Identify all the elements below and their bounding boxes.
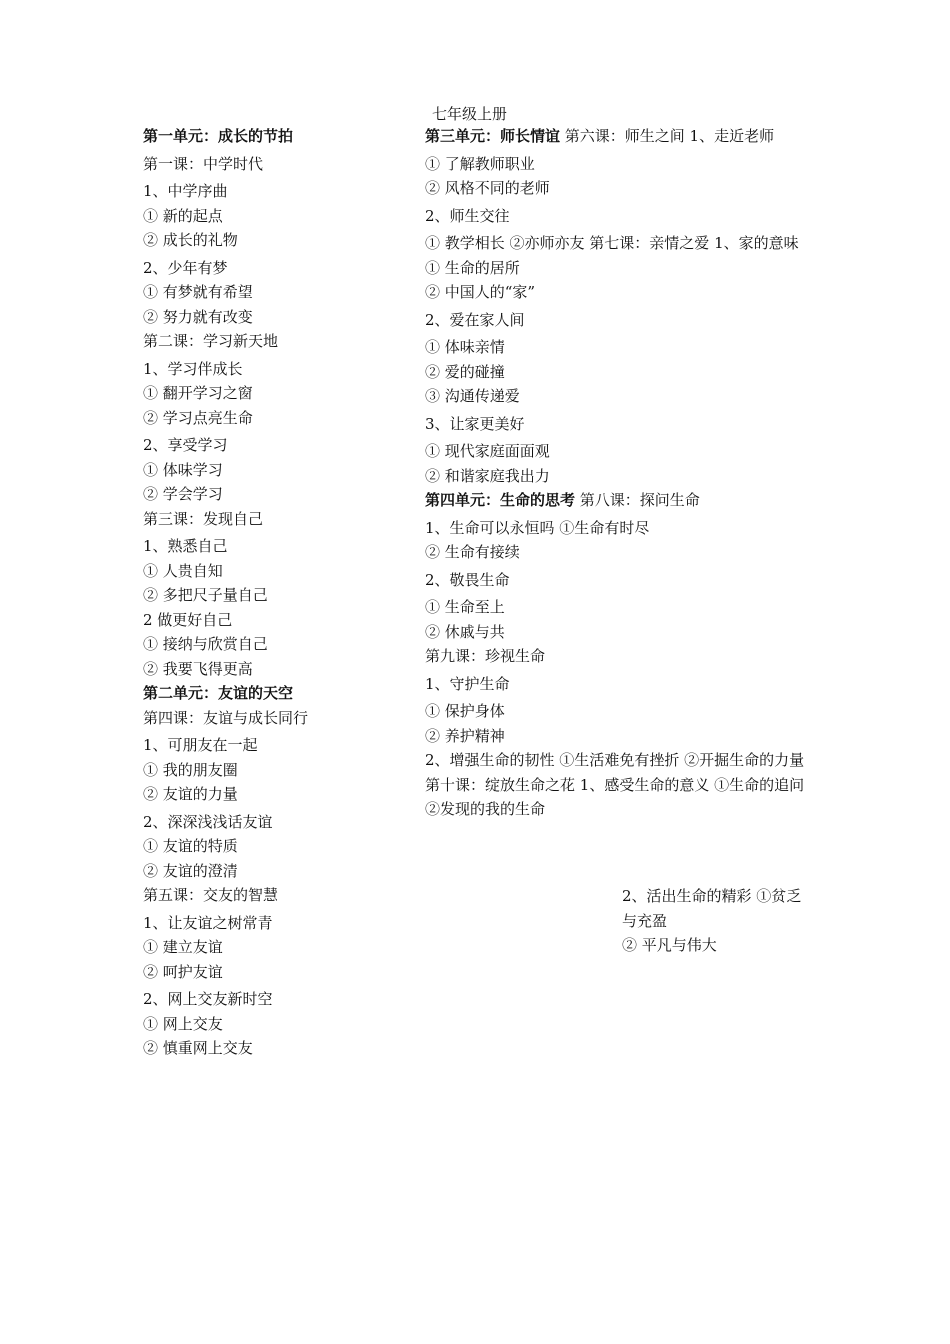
section-item: 1、生命可以永恒吗 ①生命有时尽 bbox=[425, 518, 650, 537]
point-item: ② 友谊的澄清 bbox=[143, 861, 238, 880]
section-item: 1、让友谊之树常青 bbox=[143, 913, 273, 932]
unit-heading: 第二单元：友谊的天空 bbox=[143, 684, 294, 702]
point-item: ② 友谊的力量 bbox=[143, 785, 238, 803]
unit-paragraph bbox=[425, 124, 810, 149]
point-item: ① 人贵自知 bbox=[143, 561, 223, 580]
section-item: 2、网上交友新时空 bbox=[143, 990, 273, 1008]
point-item: ① 了解教师职业 bbox=[425, 154, 535, 173]
point-item: ② 中国人的“家” bbox=[425, 283, 536, 301]
point-item: ① 保护身体 bbox=[425, 702, 505, 720]
section-item: 1、可朋友在一起 bbox=[143, 736, 258, 754]
right-subcolumn bbox=[622, 884, 812, 958]
section-item: 2 做更好自己 bbox=[143, 610, 233, 629]
point-item: ② 爱的碰撞 bbox=[425, 362, 505, 381]
right-column bbox=[425, 124, 810, 822]
section-item: 2、师生交往 bbox=[425, 206, 510, 225]
left-column bbox=[143, 124, 413, 1061]
point-item: ② 养护精神 bbox=[425, 726, 505, 745]
point-item: ② 努力就有改变 bbox=[143, 307, 253, 326]
point-item: ② 我要飞得更高 bbox=[143, 659, 253, 678]
point-item: ① 现代家庭面面观 bbox=[425, 442, 550, 460]
point-item: ② 多把尺子量自己 bbox=[143, 586, 268, 604]
point-item: ② 生命有接续 bbox=[425, 543, 520, 561]
point-item: ① 有梦就有希望 bbox=[143, 283, 253, 301]
mixed-paragraph: ① 教学相长 ②亦师亦友 第七课：亲情之爱 1、家的意味 bbox=[425, 234, 799, 252]
point-item: ② 呵护友谊 bbox=[143, 962, 223, 981]
point-item: ③ 沟通传递爱 bbox=[425, 387, 520, 405]
lesson-heading: 第四课：友谊与成长同行 bbox=[143, 708, 309, 727]
section-item: 1、熟悉自己 bbox=[143, 537, 228, 555]
point-item: ① 接纳与欣赏自己 bbox=[143, 635, 268, 653]
unit-heading: 第三单元：师长情谊 bbox=[425, 127, 561, 145]
point-item: ② 学会学习 bbox=[143, 485, 223, 503]
lesson-heading: 第一课：中学时代 bbox=[143, 154, 264, 173]
point-item: ① 网上交友 bbox=[143, 1014, 223, 1033]
section-item: 1、学习伴成长 bbox=[143, 359, 243, 378]
section-item: 1、守护生命 bbox=[425, 674, 510, 693]
point-item: ① 建立友谊 bbox=[143, 938, 223, 956]
point-item: ① 友谊的特质 bbox=[143, 837, 238, 855]
point-item: ② 和谐家庭我出力 bbox=[425, 466, 550, 485]
unit-heading: 第一单元：成长的节拍 bbox=[143, 127, 294, 145]
section-item: 2、深深浅浅话友谊 bbox=[143, 812, 273, 831]
section-item: 2、享受学习 bbox=[143, 436, 228, 454]
unit-paragraph bbox=[425, 488, 810, 513]
point-item: ② 休戚与共 bbox=[425, 622, 505, 641]
section-item: 1、中学序曲 bbox=[143, 182, 228, 200]
point-item: ① 体味学习 bbox=[143, 460, 223, 479]
point-item: ② 慎重网上交友 bbox=[143, 1039, 253, 1057]
lesson-heading: 第二课：学习新天地 bbox=[143, 332, 279, 350]
document-title: 七年级上册 bbox=[432, 105, 508, 123]
point-item: ① 我的朋友圈 bbox=[143, 760, 238, 779]
lesson-inline: 第八课：探问生命 bbox=[575, 491, 700, 509]
point-item: ① 生命的居所 bbox=[425, 258, 520, 277]
unit-heading: 第四单元：生命的思考 bbox=[425, 491, 576, 509]
lesson-heading: 第三课：发现自己 bbox=[143, 509, 264, 528]
section-item: 2、少年有梦 bbox=[143, 258, 228, 277]
lesson-heading: 第九课：珍视生命 bbox=[425, 647, 546, 665]
point-item: ① 新的起点 bbox=[143, 206, 223, 225]
lesson-heading: 第五课：交友的智慧 bbox=[143, 886, 279, 904]
point-item: ① 翻开学习之窗 bbox=[143, 384, 253, 402]
point-item: ② 学习点亮生命 bbox=[143, 408, 253, 427]
point-item: ② 平凡与伟大 bbox=[622, 936, 717, 954]
mixed-paragraph: 2、增强生命的韧性 ①生活难免有挫折 ②开掘生命的力量 第十课：绽放生命之花 1、感受生命的意义 ①生命的追问 ②发现的我的生命 bbox=[425, 751, 805, 818]
point-item: ② 风格不同的老师 bbox=[425, 179, 550, 197]
section-item: 2、活出生命的精彩 ①贫乏与充盈 bbox=[622, 887, 802, 930]
lesson-inline: 第六课：师生之间 1、走近老师 bbox=[560, 127, 775, 145]
section-item: 2、爱在家人间 bbox=[425, 310, 525, 329]
point-item: ② 成长的礼物 bbox=[143, 231, 238, 249]
section-item: 2、敬畏生命 bbox=[425, 570, 510, 589]
point-item: ① 生命至上 bbox=[425, 598, 505, 616]
section-item: 3、让家更美好 bbox=[425, 414, 525, 433]
point-item: ① 体味亲情 bbox=[425, 338, 505, 356]
